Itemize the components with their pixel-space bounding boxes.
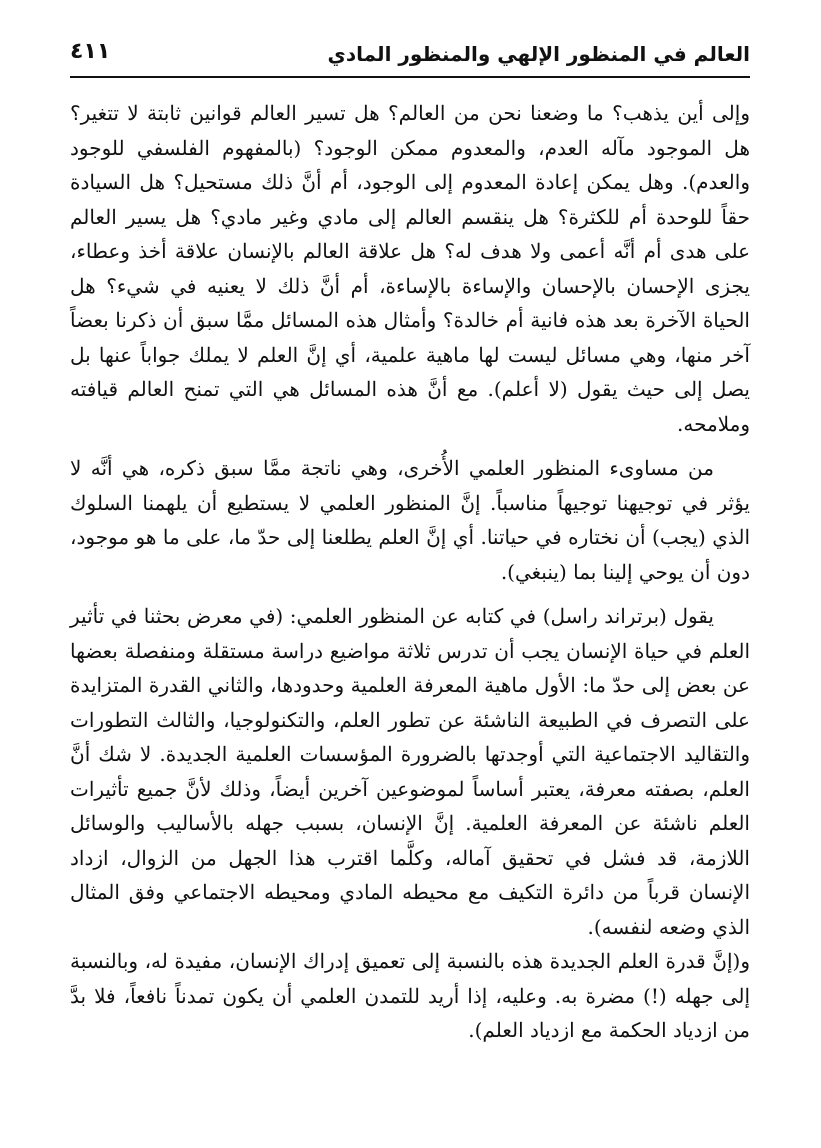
paragraph-2: من مساوىء المنظور العلمي الأُخرى، وهي ناتجة ممَّا سبق ذكره، هي أنَّه لا يؤثر في توجيهنا توجيهاً مناسباً. إنَّ المنظور العلمي لا يستطيع أن يلهمنا السلوك الذي (يجب) أن نختاره في حياتنا. أي إنَّ العلم يطلعنا إلى حدّ ما، على ما هو موجود، دون أن يوحي إلينا بما (ينبغي). (70, 456, 750, 584)
body-text (70, 96, 750, 1048)
paragraph-4: و(إنَّ قدرة العلم الجديدة هذه بالنسبة إلى تعميق إدراك الإنسان، مفيدة له، وبالنسبة إلى جهله (!) مضرة به. وعليه، إذا أريد للتمدن العلمي أن يكون تمدناً نافعاً، فلا بدَّ من ازدياد الحكمة مع ازدياد العلم). (70, 949, 750, 1042)
paragraph-1: وإلى أين يذهب؟ ما وضعنا نحن من العالم؟ هل تسير العالم قوانين ثابتة لا تتغير؟ هل الموجود مآله العدم، والمعدوم ممكن الوجود؟ (بالمفهوم الفلسفي للوجود والعدم). وهل يمكن إعادة المعدوم إلى الوجود، أم أنَّ ذلك مستحيل؟ هل السيادة حقاً للوحدة أم للكثرة؟ هل ينقسم العالم إلى مادي وغير مادي؟ هل يسير العالم على هدى أم أنَّه أعمى ولا هدف له؟ هل علاقة العالم بالإنسان علاقة أخذ وعطاء، يجزى الإحسان بالإحسان والإساءة بالإساءة، أم أنَّ ذلك لا يعنيه في شيء؟ هل الحياة الآخرة بعد هذه فانية أم خالدة؟ وأمثال هذه المسائل ممَّا سبق أن ذكرنا بعضاً آخر منها، وهي مسائل ليست لها ماهية علمية، أي إنَّ العلم لا يملك جواباً عنها بل يصل إلى حيث يقول (لا أعلم). مع أنَّ هذه المسائل هي التي تمنح العالم قيافته وملامحه. (70, 101, 751, 436)
running-header (70, 30, 750, 78)
running-title: العالم في المنظور الإلهي والمنظور المادي (327, 42, 750, 66)
page-number: ٤١١ (70, 39, 111, 64)
book-page (70, 30, 750, 1120)
paragraph-3: يقول (برتراند راسل) في كتابه عن المنظور العلمي: (في معرض بحثنا في تأثير العلم في حياة الإنسان يجب أن تدرس ثلاثة مواضيع دراسة مستقلة ومنفصلة بعضها عن بعض إلى حدّ ما: الأول ماهية المعرفة العلمية وحدودها، والثاني القدرة المتزايدة على التصرف في الطبيعة الناشئة عن تطور العلم، والتكنولوجيا، والثالث التطورات والتقاليد الاجتماعية التي أوجدتها بالضرورة المؤسسات العلمية الجديدة. لا شك أنَّ العلم، بصفته معرفة، يعتبر أساساً لموضوعين آخرين أيضاً، وذلك لأنَّ جميع تأثيرات العلم ناشئة عن المعرفة العلمية. إنَّ الإنسان، بسبب جهله بالأساليب والوسائل اللازمة، قد فشل في تحقيق آماله، وكلَّما اقترب هذا الجهل من الزوال، ازداد الإنسان قرباً من دائرة التكيف مع محيطه المادي ومحيطه الاجتماعي وفق المثال الذي وضعه لنفسه). (70, 604, 750, 939)
